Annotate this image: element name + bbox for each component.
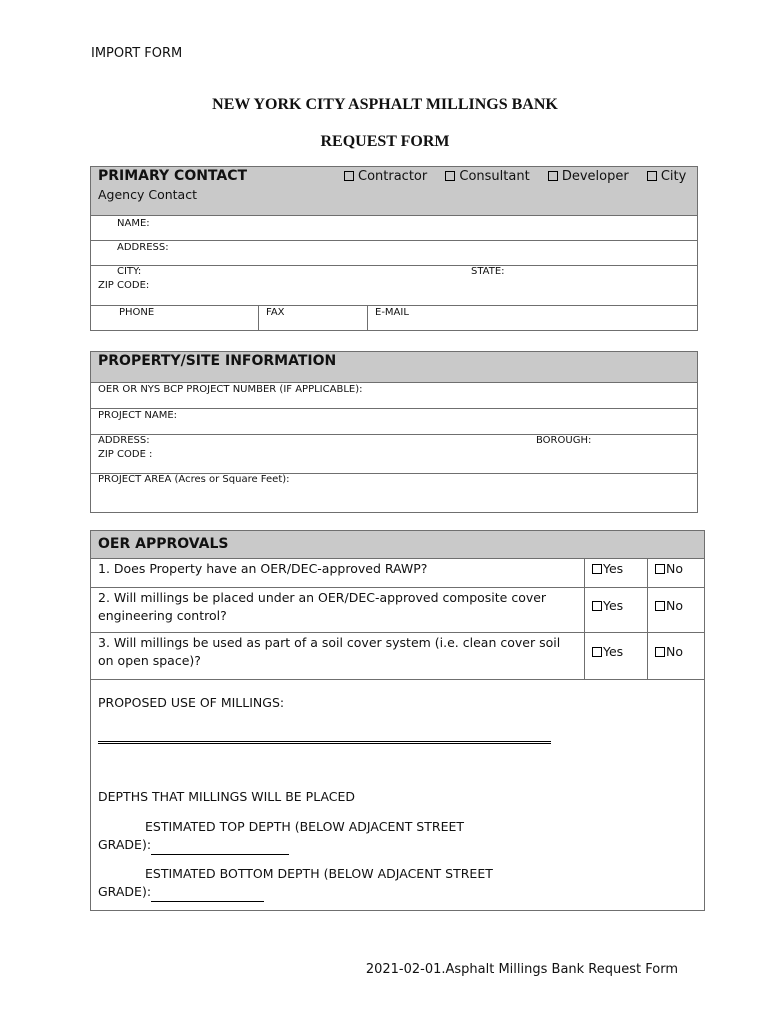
project-number-label: OER OR NYS BCP PROJECT NUMBER (IF APPLICABLE): (98, 384, 363, 395)
name-label: NAME: (117, 218, 150, 229)
approvals-header (91, 531, 704, 559)
project-area-field[interactable] (91, 474, 697, 512)
city-label: CITY: (117, 266, 142, 277)
checkbox-icon[interactable] (592, 601, 602, 611)
question-row (91, 588, 704, 633)
bottom-depth-input[interactable] (151, 886, 264, 902)
checkbox-icon[interactable] (647, 171, 657, 181)
project-name-label: PROJECT NAME: (98, 410, 178, 421)
name-field[interactable] (91, 216, 697, 241)
email-label: E-MAIL (375, 307, 409, 318)
contact-type-options (344, 169, 686, 184)
millings-details (91, 680, 704, 910)
top-depth-input[interactable] (151, 839, 289, 855)
question-row (91, 633, 704, 680)
yes-option[interactable]: Yes (592, 643, 623, 661)
top-depth-label: ESTIMATED TOP DEPTH (BELOW ADJACENT STREET (145, 819, 464, 834)
form-subtitle: REQUEST FORM (320, 133, 450, 150)
option-developer[interactable]: Developer (548, 169, 629, 184)
email-field[interactable] (368, 306, 697, 330)
site-zip-label: ZIP CODE : (98, 449, 153, 460)
section-title: OER APPROVALS (98, 536, 229, 552)
project-name-field[interactable] (91, 409, 697, 435)
address-label: ADDRESS: (117, 242, 169, 253)
checkbox-icon[interactable] (655, 647, 665, 657)
address-field[interactable] (91, 241, 697, 266)
proposed-use-label: PROPOSED USE OF MILLINGS: (98, 695, 285, 710)
checkbox-icon[interactable] (655, 601, 665, 611)
proposed-use-line[interactable] (98, 741, 551, 744)
option-contractor[interactable]: Contractor (344, 169, 427, 184)
primary-contact-header (91, 167, 697, 216)
bottom-depth-grade: GRADE): (98, 884, 264, 902)
checkbox-icon[interactable] (592, 564, 602, 574)
section-title: PRIMARY CONTACT (98, 168, 248, 184)
agency-contact-label: Agency Contact (98, 187, 197, 202)
fax-field[interactable] (259, 306, 368, 330)
borough-label: BOROUGH: (536, 435, 592, 446)
question-text: 3. Will millings be used as part of a soil cover system (i.e. clean cover soil on open space)? (98, 635, 561, 668)
zip-label: ZIP CODE: (98, 280, 150, 291)
site-address-label: ADDRESS: (98, 435, 150, 446)
question-text: 1. Does Property have an OER/DEC-approved RAWP? (98, 561, 428, 576)
phone-label: PHONE (119, 307, 155, 318)
project-area-label: PROJECT AREA (Acres or Square Feet): (98, 474, 290, 485)
option-city[interactable]: City (647, 169, 686, 184)
top-depth-grade: GRADE): (98, 837, 289, 855)
yes-option[interactable]: Yes (592, 597, 623, 615)
depths-label: DEPTHS THAT MILLINGS WILL BE PLACED (98, 789, 356, 804)
state-label: STATE: (471, 266, 505, 277)
phone-fax-email-row (91, 306, 697, 330)
property-header (91, 352, 697, 383)
bottom-depth-label: ESTIMATED BOTTOM DEPTH (BELOW ADJACENT STREET (145, 866, 493, 881)
option-consultant[interactable]: Consultant (445, 169, 529, 184)
section-title: PROPERTY/SITE INFORMATION (98, 353, 337, 369)
primary-contact-section (90, 166, 698, 331)
no-option[interactable]: No (655, 560, 683, 578)
form-type-label: IMPORT FORM (91, 46, 183, 61)
question-text: 2. Will millings be placed under an OER/DEC-approved composite cover engineering control? (98, 590, 547, 623)
oer-approvals-section (90, 530, 705, 911)
checkbox-icon[interactable] (592, 647, 602, 657)
footer-text: 2021-02-01.Asphalt Millings Bank Request Form (365, 962, 678, 977)
no-option[interactable]: No (655, 597, 683, 615)
fax-label: FAX (266, 307, 285, 318)
site-address-field[interactable] (91, 435, 697, 474)
yes-option[interactable]: Yes (592, 560, 623, 578)
checkbox-icon[interactable] (445, 171, 455, 181)
phone-field[interactable] (91, 306, 259, 330)
checkbox-icon[interactable] (548, 171, 558, 181)
checkbox-icon[interactable] (344, 171, 354, 181)
no-option[interactable]: No (655, 643, 683, 661)
question-row (91, 559, 704, 588)
form-title: NEW YORK CITY ASPHALT MILLINGS BANK (212, 96, 558, 113)
checkbox-icon[interactable] (655, 564, 665, 574)
property-site-section (90, 351, 698, 513)
project-number-field[interactable] (91, 383, 697, 409)
city-state-zip-field[interactable] (91, 266, 697, 306)
